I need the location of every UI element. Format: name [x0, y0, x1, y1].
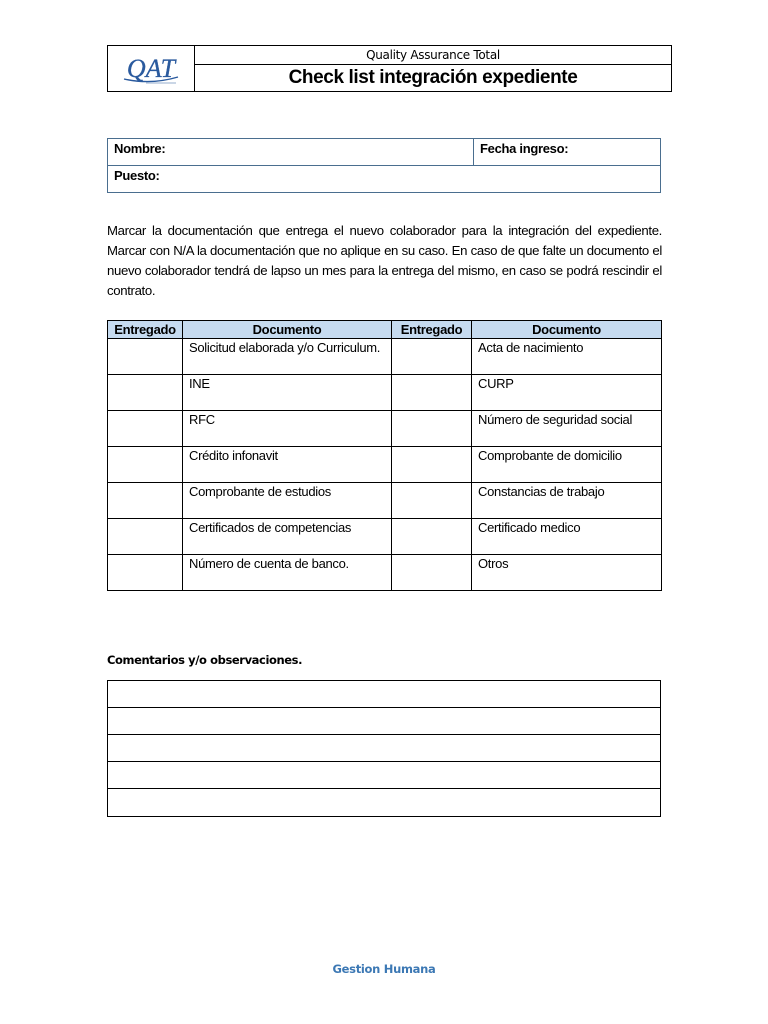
document-name: CURP: [472, 375, 662, 411]
delivered-checkbox-cell[interactable]: [392, 411, 472, 447]
document-name: Certificado medico: [472, 519, 662, 555]
checklist-row: [108, 375, 662, 411]
info-row-name-date: [108, 139, 660, 166]
document-name: Solicitud elaborada y/o Curriculum.: [183, 339, 392, 375]
delivered-checkbox-cell[interactable]: [108, 483, 183, 519]
document-name: Comprobante de domicilio: [472, 447, 662, 483]
delivered-checkbox-cell[interactable]: [392, 483, 472, 519]
checklist-row: [108, 519, 662, 555]
delivered-checkbox-cell[interactable]: [108, 375, 183, 411]
footer-department: Gestion Humana: [332, 962, 436, 976]
company-logo-text: QAT: [126, 53, 176, 83]
document-name: Número de cuenta de banco.: [183, 555, 392, 591]
checklist-row: [108, 339, 662, 375]
checklist-header-row: [108, 321, 662, 339]
delivered-checkbox-cell[interactable]: [392, 375, 472, 411]
checklist-row: [108, 411, 662, 447]
delivered-checkbox-cell[interactable]: [392, 555, 472, 591]
position-label: Puesto:: [114, 168, 160, 183]
document-header: Documento: [472, 321, 662, 339]
name-label: Nombre:: [114, 141, 166, 156]
header-title-column: [195, 46, 671, 91]
document-name: INE: [183, 375, 392, 411]
comment-line[interactable]: [108, 681, 660, 708]
checklist-row: [108, 483, 662, 519]
entry-date-field[interactable]: [474, 139, 660, 165]
position-field[interactable]: [108, 166, 660, 183]
document-header: [107, 45, 672, 92]
delivered-checkbox-cell[interactable]: [108, 555, 183, 591]
document-name: Comprobante de estudios: [183, 483, 392, 519]
company-name: Quality Assurance Total: [195, 46, 671, 65]
delivered-header: Entregado: [108, 321, 183, 339]
document-name: RFC: [183, 411, 392, 447]
delivered-checkbox-cell[interactable]: [392, 447, 472, 483]
logo-cell: [108, 46, 195, 91]
entry-date-label: Fecha ingreso:: [480, 141, 569, 156]
document-name: Certificados de competencias: [183, 519, 392, 555]
document-name: Crédito infonavit: [183, 447, 392, 483]
delivered-checkbox-cell[interactable]: [108, 339, 183, 375]
delivered-header: Entregado: [392, 321, 472, 339]
comment-line[interactable]: [108, 735, 660, 762]
document-name: Acta de nacimiento: [472, 339, 662, 375]
checklist-row: [108, 555, 662, 591]
comments-label: Comentarios y/o observaciones.: [107, 653, 303, 667]
company-logo: [116, 49, 186, 89]
delivered-checkbox-cell[interactable]: [392, 519, 472, 555]
document-name: Número de seguridad social: [472, 411, 662, 447]
document-name: Otros: [472, 555, 662, 591]
delivered-checkbox-cell[interactable]: [108, 519, 183, 555]
document-name: Constancias de trabajo: [472, 483, 662, 519]
document-checklist-table: [107, 320, 662, 591]
comment-line[interactable]: [108, 789, 660, 816]
name-field[interactable]: [108, 139, 474, 165]
delivered-checkbox-cell[interactable]: [392, 339, 472, 375]
delivered-checkbox-cell[interactable]: [108, 411, 183, 447]
comment-line[interactable]: [108, 762, 660, 789]
document-header: Documento: [183, 321, 392, 339]
comment-line[interactable]: [108, 708, 660, 735]
checklist-row: [108, 447, 662, 483]
comments-box: [107, 680, 661, 817]
employee-info-table: [107, 138, 661, 193]
document-title: Check list integración expediente: [288, 67, 578, 88]
delivered-checkbox-cell[interactable]: [108, 447, 183, 483]
instructions-paragraph: Marcar la documentación que entrega el nuevo colaborador para la integración del expediente. Marcar con N/A la documentación que no aplique en su caso. En caso de que falte un documento el nuevo colaborador tendrá de lapso un mes para la entrega del mismo, en caso se podrá rescindir el contrato.: [107, 223, 662, 298]
